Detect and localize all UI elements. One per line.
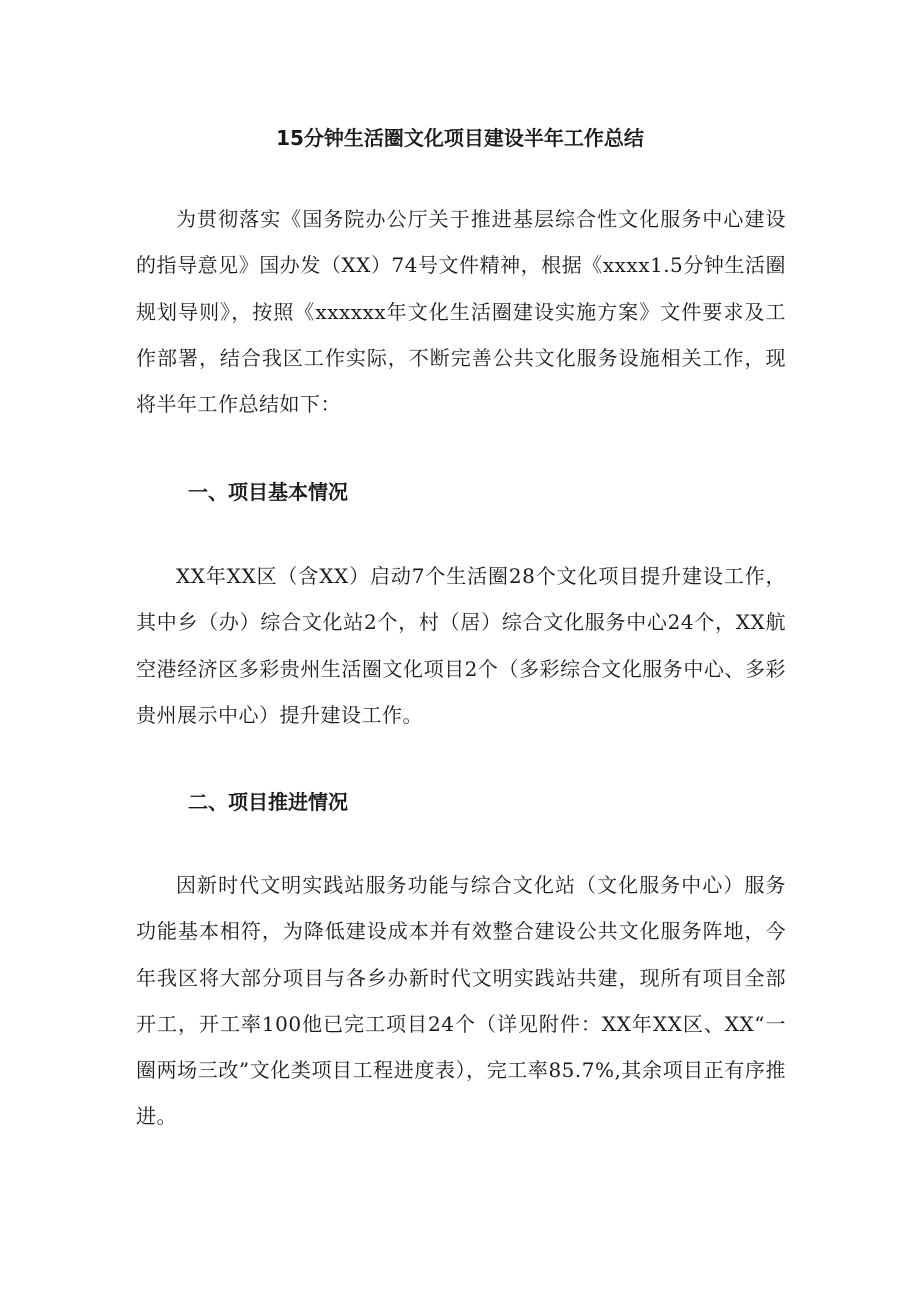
section-body-progress: 因新时代文明实践站服务功能与综合文化站（文化服务中心）服务功能基本相符，为降低建设成本并有效整合建设公共文化服务阵地，今年我区将大部分项目与各乡办新时代文明实践站共建，现所有项目全部开工，开工率100他已完工项目24个（详见附件：XX年XX区、XX“一圈两场三改”文化类项目工程进度表），完工率85.7%,其余项目正有序推进。 [136,873,786,1129]
document-title: 15分钟生活圈文化项目建设半年工作总结 [276,126,644,150]
section-heading-progress: 二、项目推进情况 [188,790,348,814]
intro-paragraph: 为贯彻落实《国务院办公厅关于推进基层综合性文化服务中心建设的指导意见》国办发（XX）74号文件精神，根据《xxxx1.5分钟生活圈规划导则》，按照《xxxxxx年文化生活圈建设实施方案》文件要求及工作部署，结合我区工作实际，不断完善公共文化服务设施相关工作，现将半年工作总结如下： [136,207,786,417]
section-heading-basic-info: 一、项目基本情况 [188,480,348,504]
section-body-basic-info: XX年XX区（含XX）启动7个生活圈28个文化项目提升建设工作，其中乡（办）综合文化站2个，村（居）综合文化服务中心24个，XX航空港经济区多彩贵州生活圈文化项目2个（多彩综合文化服务中心、多彩贵州展示中心）提升建设工作。 [136,564,786,727]
